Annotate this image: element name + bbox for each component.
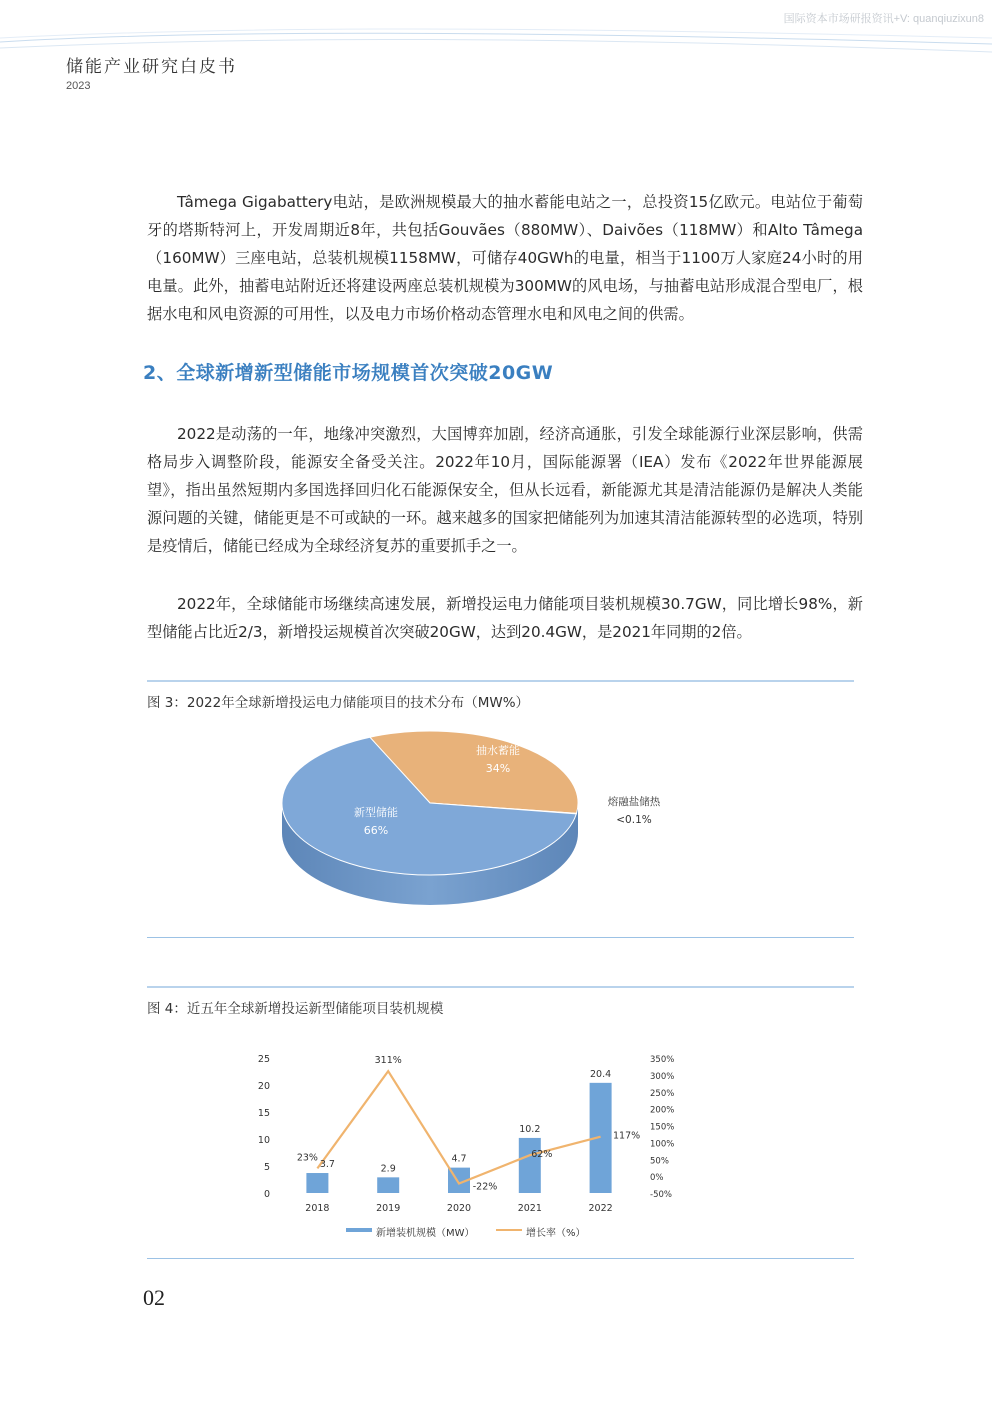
figure4-caption: 图 4：近五年全球新增投运新型储能项目装机规模 xyxy=(147,1001,444,1017)
line-value-label: 62% xyxy=(531,1149,553,1161)
x-tick-label: 2021 xyxy=(517,1203,542,1214)
y-left-tick-label: 10 xyxy=(257,1135,270,1146)
y-left-tick-label: 5 xyxy=(263,1162,270,1173)
y-right-tick-label: 250% xyxy=(650,1088,675,1099)
legend-swatch-bars xyxy=(346,1228,372,1232)
paragraph-2022-overview-text: 2022是动荡的一年，地缘冲突激烈，大国博弈加剧，经济高通胀，引发全球能源行业深层影响，供需格局步入调整阶段，能源安全备受关注。2022年10月，国际能源署（IEA）发布《2022年世界能源展望》，指出虽然短期内多国选择回归化石能源保安全，但从长远看，新能源尤其是清洁能源仍是解决人类能源问题的关键，储能更是不可或缺的一环。越来越多的国家把储能列为加速其清洁能源转型的必选项，特别是疫情后，储能已经成为全球经济复苏的重要抓手之一。 xyxy=(147,425,863,555)
paragraph-2022-market-text: 2022年，全球储能市场继续高速发展，新增投运电力储能项目装机规模30.7GW，同比增长98%，新型储能占比近2/3，新增投运规模首次突破20GW，达到20.4GW，是2021年同期的2倍。 xyxy=(147,595,863,641)
y-right-tick-label: 350% xyxy=(650,1055,675,1065)
figure4-combo-chart xyxy=(246,1048,696,1248)
bar-value-label: 2.9 xyxy=(380,1163,396,1175)
watermark: 国际资本市场研报资讯+V: quanqiuzixun8 xyxy=(783,13,984,25)
figure4-bottom-rule xyxy=(147,1258,854,1259)
bar-value-label: 3.7 xyxy=(319,1159,335,1171)
x-tick-label: 2019 xyxy=(376,1203,401,1214)
pie-label-molten-salt: 熔融盐储热 xyxy=(607,796,661,808)
x-tick-label: 2018 xyxy=(305,1203,330,1214)
pie-value-molten-salt: <0.1% xyxy=(616,814,652,826)
pie-label-pumped-hydro: 抽水蓄能 xyxy=(476,744,520,757)
y-left-tick-label: 15 xyxy=(257,1108,270,1119)
figure3-bottom-rule xyxy=(147,937,854,938)
y-right-tick-label: 0% xyxy=(650,1173,664,1184)
bar-2021 xyxy=(519,1138,541,1193)
paragraph-tamega-text: Tâmega Gigabattery电站，是欧洲规模最大的抽水蓄能电站之一，总投资15亿欧元。电站位于葡萄牙的塔斯特河上，开发周期近8年，共包括Gouvães（880MW）、Daivões（118MW）和Alto Tâmega（160MW）三座电站，总装机规模1158MW，可储存40GWh的电量，相当于1100万人家庭24小时的用电量。此外，抽蓄电站附近还将建设两座总装机规模为300MW的风电场，与抽蓄电站形成混合型电厂，根据水电和风电资源的可用性，以及电力市场价格动态管理水电和风电之间的供需。 xyxy=(147,193,863,323)
legend-label-bars: 新增装机规模（MW） xyxy=(376,1228,475,1239)
figure3-top-rule xyxy=(147,680,854,682)
document-year: 2023 xyxy=(66,80,91,92)
growth-rate-line xyxy=(317,1071,600,1183)
bar-2018 xyxy=(306,1173,328,1193)
paragraph-2022-market xyxy=(147,590,863,646)
figure4-top-rule xyxy=(147,986,854,988)
line-value-label: 117% xyxy=(613,1130,641,1142)
y-left-tick-label: 20 xyxy=(257,1081,270,1092)
page-number: 02 xyxy=(143,1285,165,1310)
y-right-tick-label: 150% xyxy=(650,1122,675,1133)
y-right-tick-label: 100% xyxy=(650,1139,675,1150)
line-value-label: -22% xyxy=(472,1181,498,1193)
document-title: 储能产业研究白皮书 xyxy=(66,57,237,77)
y-right-tick-label: 200% xyxy=(650,1105,675,1116)
paragraph-2022-overview xyxy=(147,420,863,560)
pie-value-new-storage: 66% xyxy=(363,824,389,837)
x-tick-label: 2020 xyxy=(446,1203,472,1214)
pie-value-pumped-hydro: 34% xyxy=(485,762,511,775)
y-left-tick-label: 0 xyxy=(263,1189,270,1200)
y-right-tick-label: 50% xyxy=(650,1156,669,1167)
bar-value-label: 20.4 xyxy=(590,1068,612,1080)
section-heading: 2、全球新增新型储能市场规模首次突破20GW xyxy=(143,362,554,384)
bar-2019 xyxy=(377,1177,399,1193)
line-value-label: 311% xyxy=(374,1055,402,1067)
y-right-tick-label: -50% xyxy=(650,1190,672,1200)
legend-label-line: 增长率（%） xyxy=(526,1228,586,1239)
x-tick-label: 2022 xyxy=(588,1203,613,1214)
y-left-tick-label: 25 xyxy=(257,1054,270,1065)
pie-label-new-storage: 新型储能 xyxy=(354,806,398,819)
y-right-tick-label: 300% xyxy=(650,1071,675,1082)
figure3-pie-chart xyxy=(282,725,702,925)
line-value-label: 23% xyxy=(296,1152,318,1164)
paragraph-tamega xyxy=(147,188,863,328)
bar-value-label: 4.7 xyxy=(451,1153,467,1165)
figure3-caption: 图 3：2022年全球新增投运电力储能项目的技术分布（MW%） xyxy=(147,695,530,711)
bar-value-label: 10.2 xyxy=(519,1123,541,1135)
